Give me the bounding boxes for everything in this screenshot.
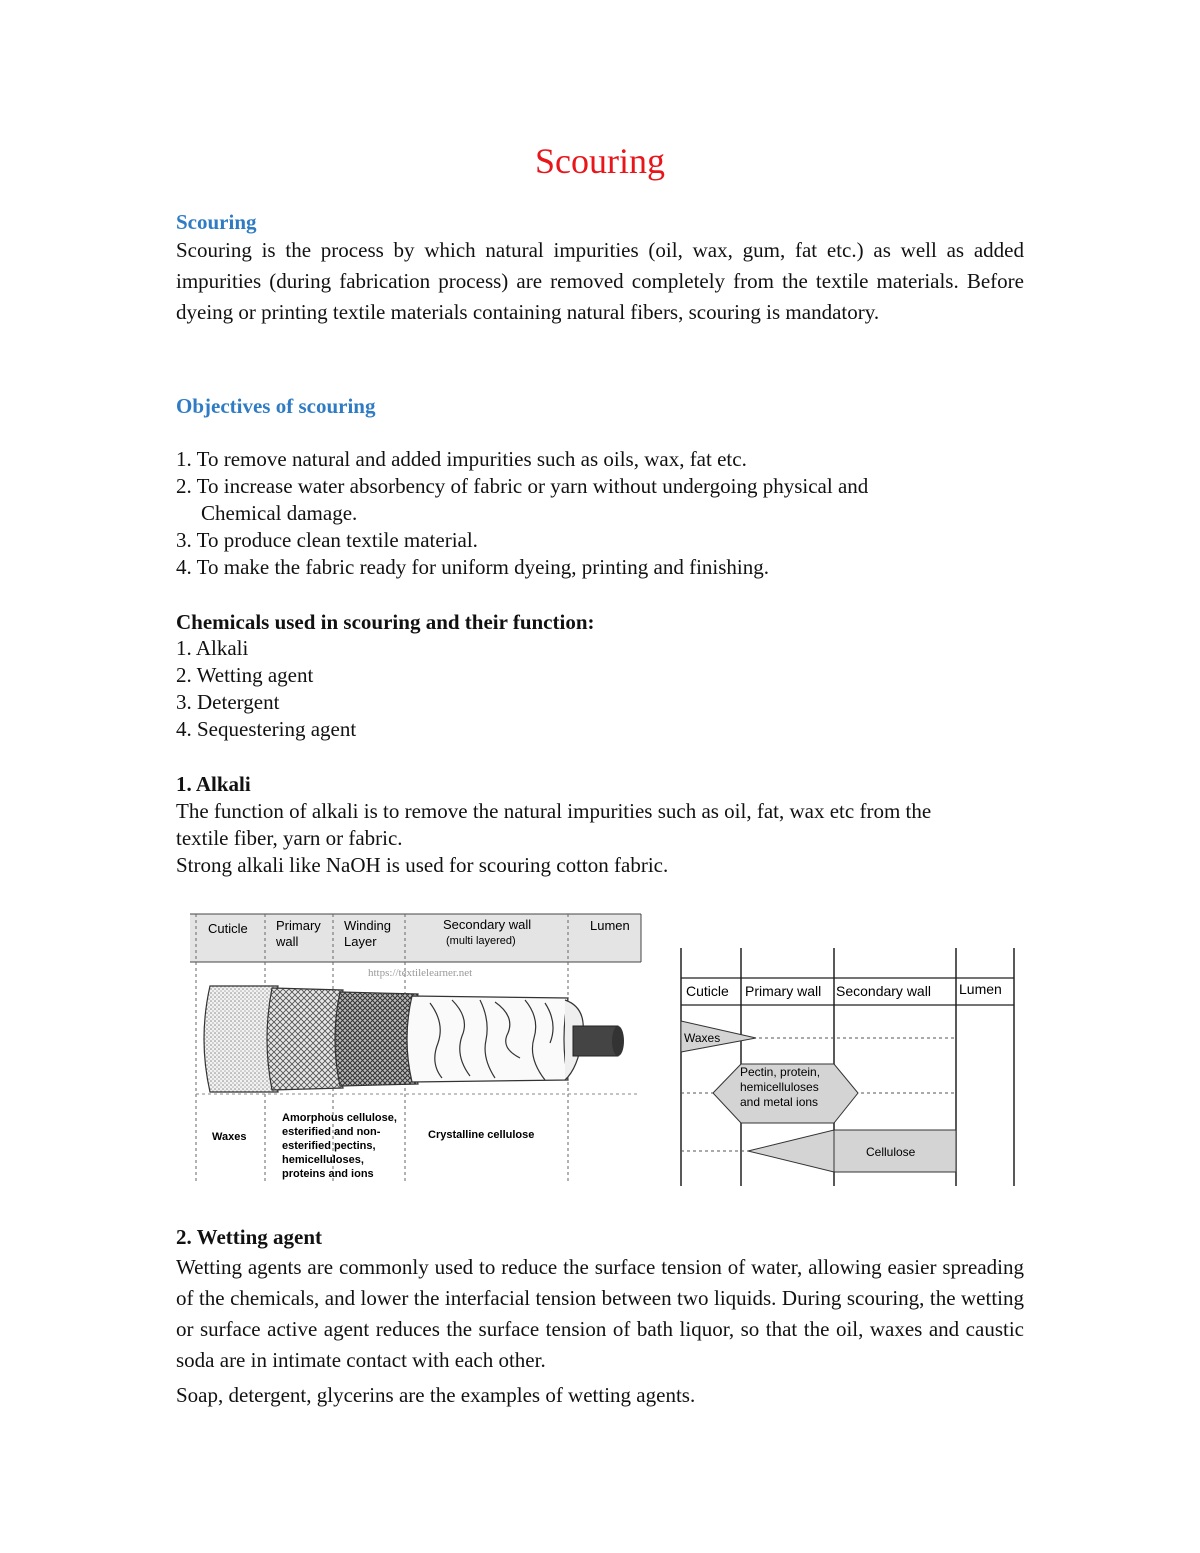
header-primary-wall: wall xyxy=(276,934,299,949)
label-amorphous: esterified pectins, xyxy=(282,1140,376,1152)
header-lumen: Lumen xyxy=(959,981,1002,997)
alkali-paragraph xyxy=(176,798,1036,879)
pectin-label: hemicelluloses xyxy=(740,1080,819,1094)
label-crystalline: Crystalline cellulose xyxy=(428,1129,535,1141)
list-item: 1. To remove natural and added impurities such as oils, wax, fat etc. xyxy=(176,447,747,471)
label-amorphous: proteins and ions xyxy=(282,1168,374,1180)
header-winding: Winding xyxy=(344,918,391,933)
figure-watermark: https://textilelearner.net xyxy=(368,967,473,979)
header-secondary-note: (multi layered) xyxy=(446,935,516,947)
cellulose-label: Cellulose xyxy=(866,1145,916,1159)
impurity-distribution-figure xyxy=(678,948,1018,1188)
wetting-paragraph: Wetting agents are commonly used to reduce the surface tension of water, allowing easier spreading of the chemicals, and lower the interfacial tension between two liquids. During scouring, the wetting or surface active agent reduces the surface tension of bath liquor, so that the oil, waxes and caustic soda are in intimate contact with each other. xyxy=(176,1255,1024,1372)
waxes-label: Waxes xyxy=(684,1031,721,1045)
label-amorphous: esterified and non- xyxy=(282,1126,381,1138)
list-item: 2. Wetting agent xyxy=(176,663,314,687)
alkali-heading: 1. Alkali xyxy=(176,772,251,796)
list-item: 4. To make the fabric ready for uniform dyeing, printing and finishing. xyxy=(176,555,769,579)
alkali-line: Strong alkali like NaOH is used for scouring cotton fabric. xyxy=(176,853,669,877)
label-amorphous: hemicelluloses, xyxy=(282,1154,364,1166)
header-lumen: Lumen xyxy=(590,918,630,933)
header-band xyxy=(190,914,641,962)
list-item: 4. Sequestering agent xyxy=(176,717,357,741)
header-secondary: Secondary wall xyxy=(443,917,532,932)
wetting-heading: 2. Wetting agent xyxy=(176,1225,323,1249)
header-cuticle: Cuticle xyxy=(208,921,248,936)
pectin-label: Pectin, protein, xyxy=(740,1065,821,1079)
page-title: Scouring xyxy=(535,141,665,181)
alkali-line: The function of alkali is to remove the natural impurities such as oil, fat, wax etc from the xyxy=(176,799,932,823)
label-waxes: Waxes xyxy=(212,1131,247,1143)
list-item: 3. To produce clean textile material. xyxy=(176,528,478,552)
intro-paragraph: Scouring is the process by which natural impurities (oil, wax, gum, fat etc.) as well as added impurities (during fabrication process) are removed completely from the textile materials. Before dyeing or printing textile materials containing natural fibers, scouring is mandatory. xyxy=(176,238,1024,324)
pectin-label: and metal ions xyxy=(740,1095,819,1109)
header-winding-layer: Layer xyxy=(344,934,377,949)
list-item: 3. Detergent xyxy=(176,690,280,714)
objectives-heading: Objectives of scouring xyxy=(176,394,376,418)
header-cuticle: Cuticle xyxy=(686,983,729,999)
header-primary: Primary xyxy=(276,918,321,933)
chemicals-list xyxy=(176,635,1036,743)
intro-heading: Scouring xyxy=(176,210,257,234)
cellulose-wedge xyxy=(748,1130,834,1172)
alkali-line: textile fiber, yarn or fabric. xyxy=(176,826,403,850)
list-item: Chemical damage. xyxy=(201,501,358,525)
list-item: 1. Alkali xyxy=(176,636,249,660)
fiber-structure-figure xyxy=(190,908,645,1188)
objectives-list xyxy=(176,446,1036,581)
fiber-illustration xyxy=(204,986,624,1092)
label-amorphous: Amorphous cellulose, xyxy=(282,1112,397,1124)
wetting-examples: Soap, detergent, glycerins are the examples of wetting agents. xyxy=(176,1383,696,1407)
header-secondary-wall: Secondary wall xyxy=(836,983,931,999)
chemicals-heading: Chemicals used in scouring and their function: xyxy=(176,610,595,634)
list-item: 2. To increase water absorbency of fabric or yarn without undergoing physical and xyxy=(176,474,869,498)
header-primary-wall: Primary wall xyxy=(745,983,822,999)
